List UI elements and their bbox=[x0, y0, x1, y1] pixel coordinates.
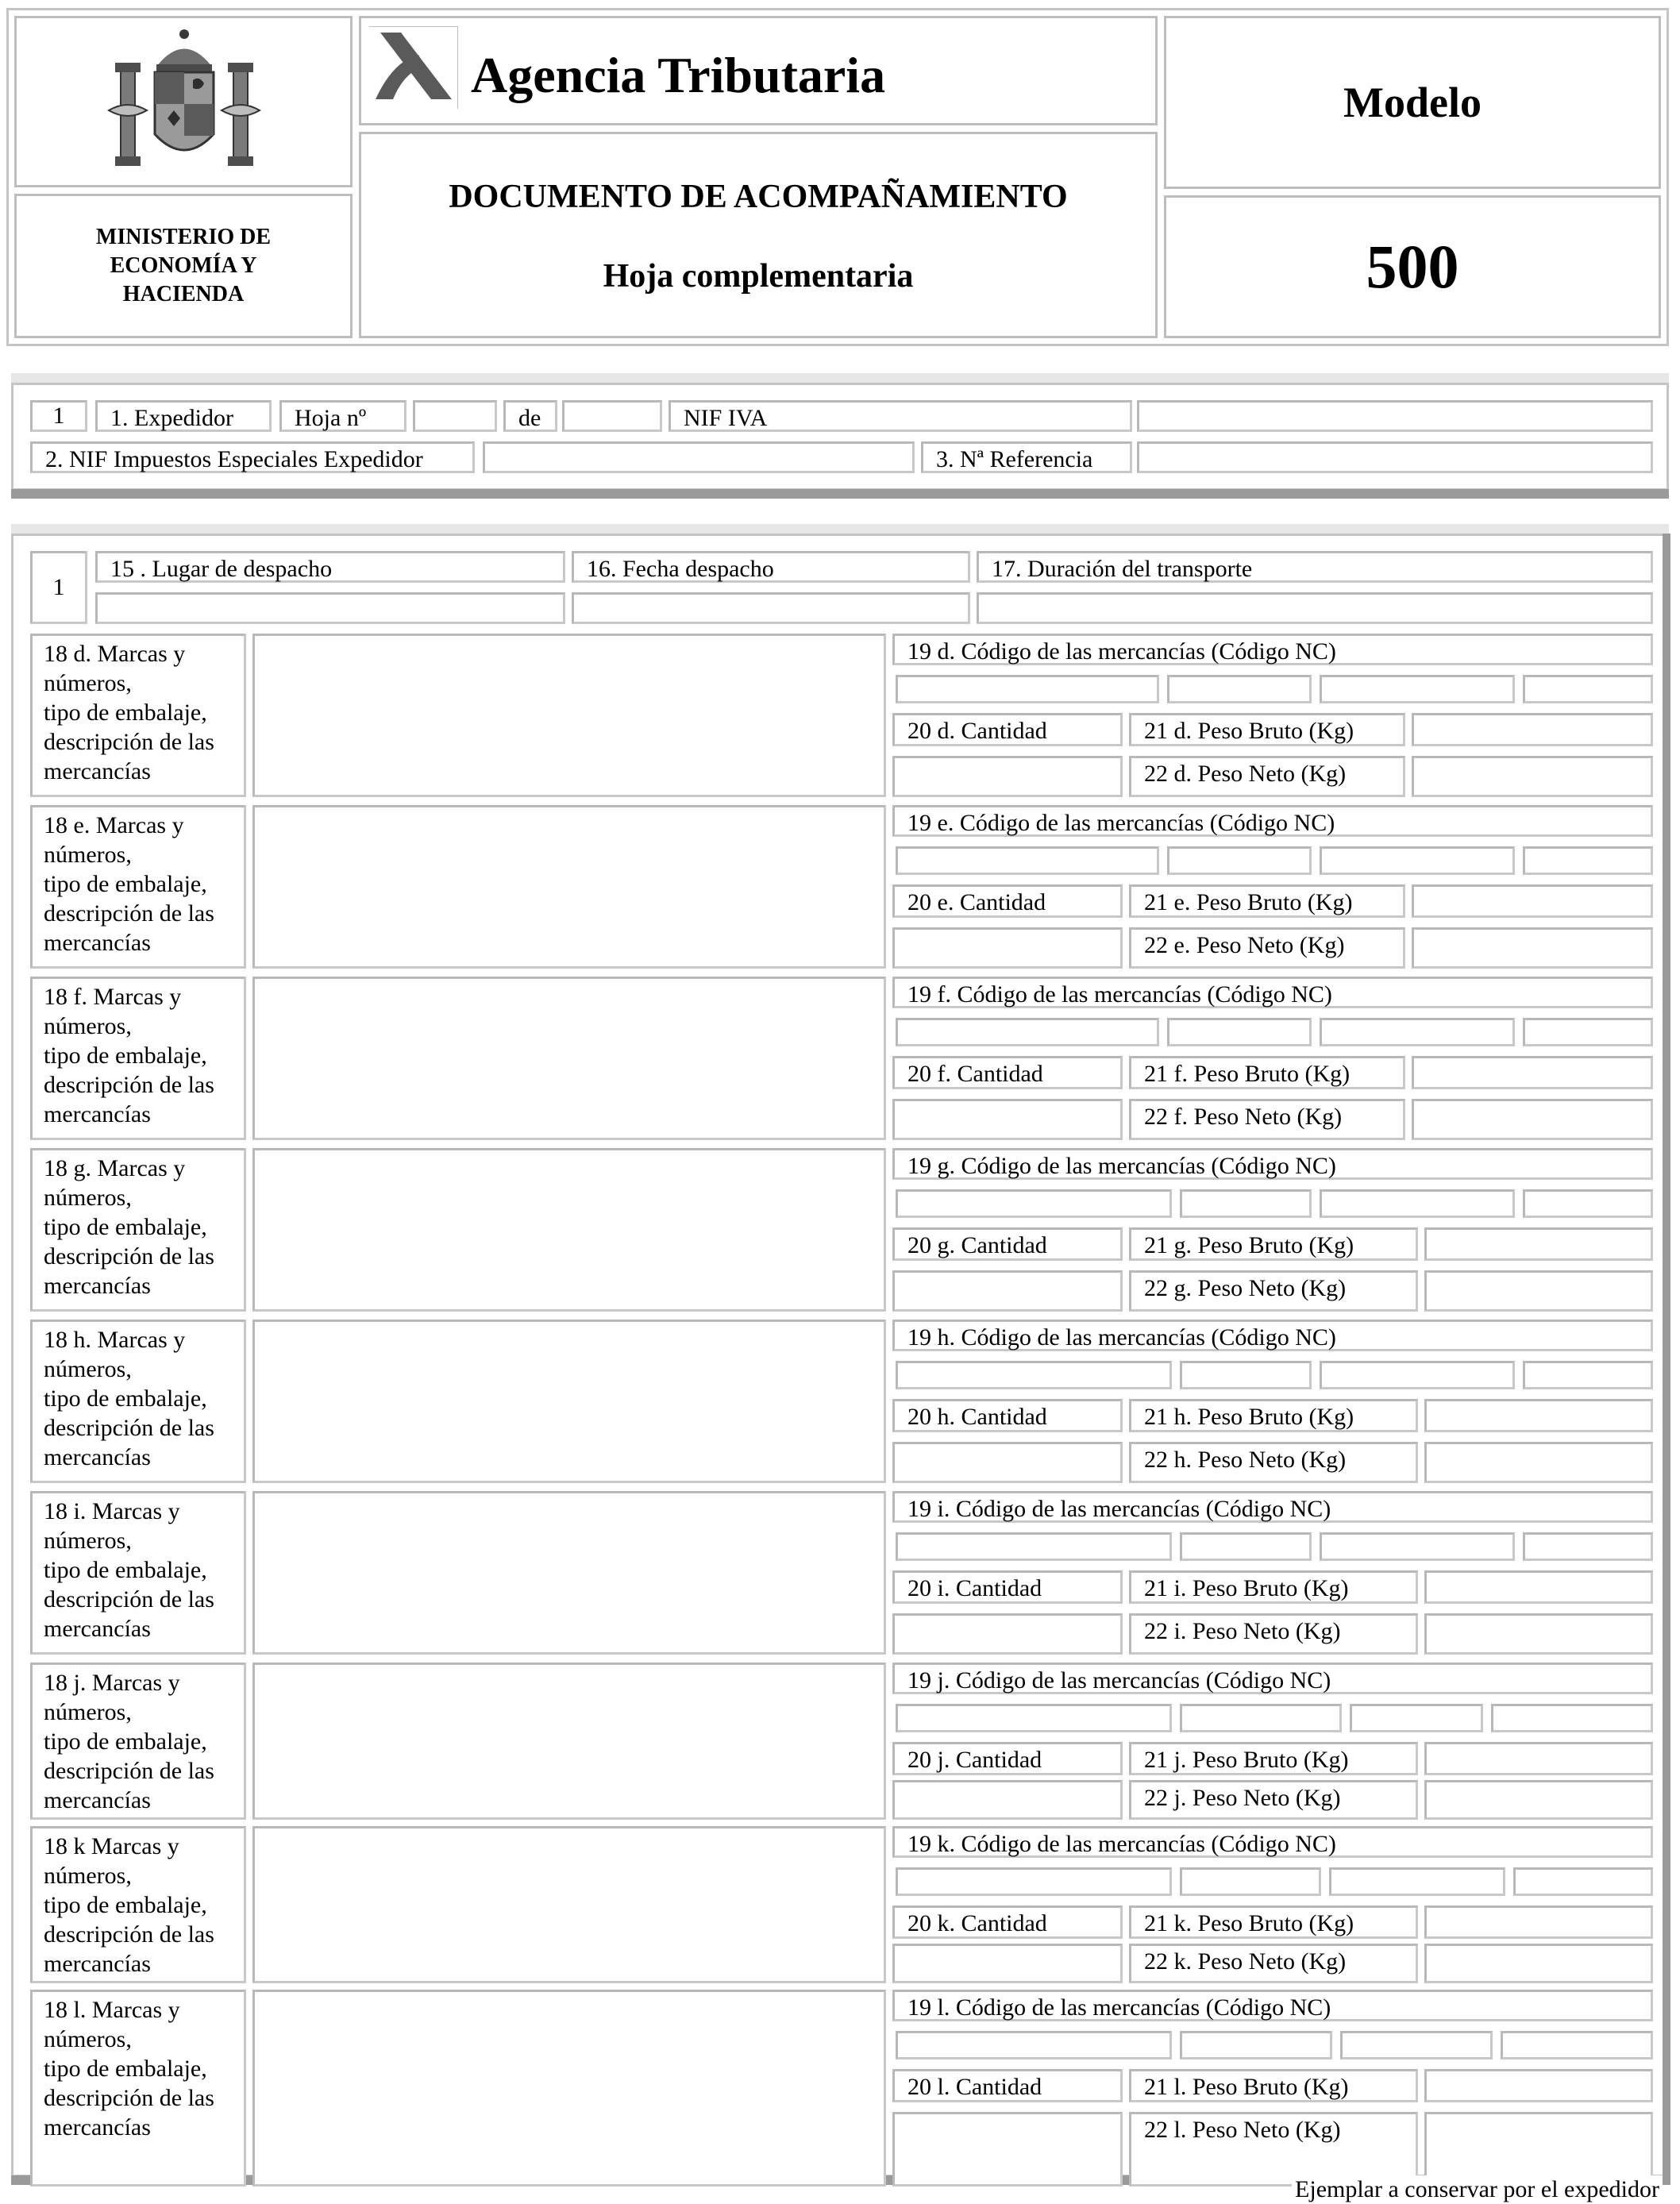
footer-note: Ejemplar a conservar por el expedidor bbox=[1292, 2175, 1663, 2204]
peso-neto-field[interactable] bbox=[1412, 1099, 1653, 1140]
marks-label-line: 18 i. Marcas y bbox=[44, 1498, 180, 1524]
marks-label-line: 18 j. Marcas y bbox=[44, 1670, 180, 1696]
peso-bruto-field[interactable] bbox=[1412, 1056, 1653, 1089]
codigo-nc-field[interactable] bbox=[1501, 2031, 1653, 2060]
referencia-label: 3. Nª Referencia bbox=[921, 441, 1132, 473]
codigo-nc-label: 19 d. Código de las mercancías (Código NC) bbox=[892, 634, 1653, 665]
peso-neto-label: 22 j. Peso Neto (Kg) bbox=[1129, 1780, 1418, 1820]
marks-label-line: descripción de las bbox=[44, 1072, 214, 1098]
codigo-nc-field[interactable] bbox=[1180, 1867, 1321, 1896]
document-title-box bbox=[359, 132, 1158, 338]
codigo-nc-field[interactable] bbox=[1513, 1867, 1653, 1896]
codigo-nc-field[interactable] bbox=[1180, 1532, 1312, 1561]
peso-bruto-label: 21 l. Peso Bruto (Kg) bbox=[1129, 2069, 1418, 2102]
peso-neto-field[interactable] bbox=[1412, 756, 1653, 797]
lugar-despacho-label: 15 . Lugar de despacho bbox=[95, 551, 565, 583]
marks-label-line: 18 k Marcas y bbox=[44, 1833, 179, 1859]
marks-label-line: números, bbox=[44, 2026, 132, 2052]
marks-field[interactable] bbox=[252, 1148, 886, 1312]
marks-label-line: mercancías bbox=[44, 1273, 151, 1299]
peso-bruto-field[interactable] bbox=[1424, 1227, 1653, 1261]
nif-impuestos-especiales-field[interactable] bbox=[483, 441, 915, 473]
codigo-nc-field[interactable] bbox=[1320, 1532, 1515, 1561]
marks-label-line: números, bbox=[44, 1863, 132, 1889]
peso-neto-label: 22 l. Peso Neto (Kg) bbox=[1129, 2112, 1418, 2187]
marks-label-line: 18 l. Marcas y bbox=[44, 1997, 180, 2023]
cantidad-label: 20 g. Cantidad bbox=[892, 1227, 1123, 1261]
cantidad-field[interactable] bbox=[892, 1099, 1123, 1140]
modelo-number: 500 bbox=[1366, 232, 1459, 301]
de-label: de bbox=[503, 400, 557, 432]
codigo-nc-field[interactable] bbox=[1523, 846, 1653, 875]
fecha-despacho-label: 16. Fecha despacho bbox=[572, 551, 970, 583]
marks-field[interactable] bbox=[252, 1990, 886, 2187]
peso-neto-label: 22 i. Peso Neto (Kg) bbox=[1129, 1613, 1418, 1655]
peso-neto-label: 22 f. Peso Neto (Kg) bbox=[1129, 1099, 1405, 1140]
marks-label-line: 18 g. Marcas y bbox=[44, 1155, 186, 1181]
cantidad-field[interactable] bbox=[892, 927, 1123, 969]
modelo-number-box bbox=[1164, 195, 1661, 338]
codigo-nc-field[interactable] bbox=[1320, 1018, 1515, 1046]
marks-label-line: mercancías bbox=[44, 1616, 151, 1642]
marks-label bbox=[30, 1491, 246, 1655]
codigo-nc-field[interactable] bbox=[1167, 1018, 1312, 1046]
codigo-nc-field[interactable] bbox=[1350, 1704, 1483, 1732]
peso-bruto-label: 21 f. Peso Bruto (Kg) bbox=[1129, 1056, 1405, 1089]
duracion-transporte-label: 17. Duración del transporte bbox=[977, 551, 1653, 583]
marks-label-line: números, bbox=[44, 1356, 132, 1382]
fecha-despacho-field[interactable] bbox=[572, 592, 970, 624]
marks-label-line: números, bbox=[44, 1185, 132, 1211]
codigo-nc-field[interactable] bbox=[1320, 846, 1515, 875]
nif-impuestos-especiales-label: 2. NIF Impuestos Especiales Expedidor bbox=[30, 441, 475, 473]
duracion-transporte-field[interactable] bbox=[977, 592, 1653, 624]
peso-neto-field[interactable] bbox=[1424, 1270, 1653, 1312]
peso-neto-field[interactable] bbox=[1424, 1944, 1653, 1983]
document-title: DOCUMENTO DE ACOMPAÑAMIENTO bbox=[449, 179, 1068, 215]
marks-label bbox=[30, 1148, 246, 1312]
peso-bruto-label: 21 h. Peso Bruto (Kg) bbox=[1129, 1399, 1418, 1432]
marks-label-line: descripción de las bbox=[44, 2085, 214, 2111]
peso-bruto-label: 21 i. Peso Bruto (Kg) bbox=[1129, 1570, 1418, 1604]
hoja-label: Hoja nº bbox=[279, 400, 407, 432]
peso-bruto-field[interactable] bbox=[1412, 713, 1653, 746]
hoja-number-field[interactable] bbox=[413, 400, 497, 432]
marks-label-line: tipo de embalaje, bbox=[44, 699, 207, 726]
codigo-nc-field[interactable] bbox=[896, 1361, 1172, 1389]
marks-label-line: mercancías bbox=[44, 1101, 151, 1127]
ministry-line-3: HACIENDA bbox=[122, 282, 245, 306]
marks-label-line: mercancías bbox=[44, 1951, 151, 1977]
peso-neto-label: 22 k. Peso Neto (Kg) bbox=[1129, 1944, 1418, 1983]
marks-label-line: mercancías bbox=[44, 2114, 151, 2140]
marks-label-line: números, bbox=[44, 1013, 132, 1039]
codigo-nc-field[interactable] bbox=[896, 675, 1159, 703]
cantidad-label: 20 i. Cantidad bbox=[892, 1570, 1123, 1604]
cantidad-label: 20 j. Cantidad bbox=[892, 1742, 1123, 1775]
peso-neto-label: 22 e. Peso Neto (Kg) bbox=[1129, 927, 1405, 969]
codigo-nc-field[interactable] bbox=[1329, 1867, 1505, 1896]
codigo-nc-field[interactable] bbox=[896, 1189, 1172, 1218]
marks-label bbox=[30, 977, 246, 1140]
codigo-nc-field[interactable] bbox=[1167, 675, 1312, 703]
ministry-box bbox=[14, 194, 353, 338]
nif-iva-field[interactable] bbox=[1137, 400, 1653, 432]
marks-field[interactable] bbox=[252, 1491, 886, 1655]
codigo-nc-field[interactable] bbox=[1320, 1189, 1515, 1218]
marks-label bbox=[30, 1320, 246, 1483]
marks-label-line: descripción de las bbox=[44, 1921, 214, 1948]
marks-label-line: tipo de embalaje, bbox=[44, 1557, 207, 1583]
coat-of-arms-icon bbox=[101, 23, 268, 182]
peso-bruto-label: 21 e. Peso Bruto (Kg) bbox=[1129, 884, 1405, 918]
codigo-nc-field[interactable] bbox=[896, 1867, 1172, 1896]
marks-label-line: números, bbox=[44, 842, 132, 868]
marks-field[interactable] bbox=[252, 805, 886, 969]
ministry-line-1: MINISTERIO DE bbox=[95, 225, 272, 249]
peso-bruto-field[interactable] bbox=[1424, 1570, 1653, 1604]
marks-label-line: 18 f. Marcas y bbox=[44, 984, 182, 1010]
peso-neto-label: 22 h. Peso Neto (Kg) bbox=[1129, 1442, 1418, 1483]
codigo-nc-field[interactable] bbox=[1320, 675, 1515, 703]
marks-label-line: números, bbox=[44, 1528, 132, 1554]
peso-bruto-field[interactable] bbox=[1424, 1905, 1653, 1939]
modelo-label: Modelo bbox=[1343, 79, 1482, 126]
marks-label-line: 18 e. Marcas y bbox=[44, 812, 184, 838]
codigo-nc-field[interactable] bbox=[1523, 1018, 1653, 1046]
peso-bruto-field[interactable] bbox=[1424, 1742, 1653, 1775]
marks-label-line: descripción de las bbox=[44, 1586, 214, 1613]
marks-label-line: tipo de embalaje, bbox=[44, 2056, 207, 2082]
peso-neto-label: 22 g. Peso Neto (Kg) bbox=[1129, 1270, 1418, 1312]
marks-label-line: descripción de las bbox=[44, 1243, 214, 1270]
codigo-nc-field[interactable] bbox=[1491, 1704, 1653, 1732]
marks-label-line: tipo de embalaje, bbox=[44, 1042, 207, 1069]
agency-box bbox=[359, 16, 1158, 125]
codigo-nc-field[interactable] bbox=[1167, 846, 1312, 875]
cantidad-label: 20 d. Cantidad bbox=[892, 713, 1123, 746]
codigo-nc-field[interactable] bbox=[1180, 1189, 1312, 1218]
expedidor-label: 1. Expedidor bbox=[95, 400, 272, 432]
codigo-nc-field[interactable] bbox=[1180, 2031, 1332, 2060]
marks-label bbox=[30, 805, 246, 969]
codigo-nc-field[interactable] bbox=[1320, 1361, 1515, 1389]
marks-label-line: números, bbox=[44, 670, 132, 696]
peso-neto-field[interactable] bbox=[1424, 1442, 1653, 1483]
codigo-nc-field[interactable] bbox=[1180, 1361, 1312, 1389]
peso-neto-field[interactable] bbox=[1412, 927, 1653, 969]
peso-bruto-label: 21 d. Peso Bruto (Kg) bbox=[1129, 713, 1405, 746]
cantidad-label: 20 e. Cantidad bbox=[892, 884, 1123, 918]
peso-bruto-field[interactable] bbox=[1424, 1399, 1653, 1432]
codigo-nc-label: 19 f. Código de las mercancías (Código NC) bbox=[892, 977, 1653, 1008]
marks-label-line: números, bbox=[44, 1699, 132, 1725]
cantidad-label: 20 l. Cantidad bbox=[892, 2069, 1123, 2102]
coat-of-arms-box bbox=[14, 16, 353, 187]
marks-field[interactable] bbox=[252, 977, 886, 1140]
expedidor-panel bbox=[11, 383, 1669, 491]
codigo-nc-field[interactable] bbox=[896, 846, 1159, 875]
codigo-nc-field[interactable] bbox=[896, 2031, 1172, 2060]
marks-label bbox=[30, 1663, 246, 1820]
cantidad-field[interactable] bbox=[892, 756, 1123, 797]
marks-label-line: tipo de embalaje, bbox=[44, 1385, 207, 1412]
codigo-nc-field[interactable] bbox=[896, 1704, 1172, 1732]
marks-label bbox=[30, 634, 246, 797]
cantidad-field[interactable] bbox=[892, 1944, 1123, 1983]
cantidad-field[interactable] bbox=[892, 1442, 1123, 1483]
codigo-nc-field[interactable] bbox=[1340, 2031, 1493, 2060]
codigo-nc-label: 19 k. Código de las mercancías (Código NC) bbox=[892, 1826, 1653, 1858]
codigo-nc-field[interactable] bbox=[1523, 1361, 1653, 1389]
marks-label bbox=[30, 1990, 246, 2187]
peso-neto-label: 22 d. Peso Neto (Kg) bbox=[1129, 756, 1405, 797]
marks-label-line: tipo de embalaje, bbox=[44, 871, 207, 897]
cantidad-label: 20 f. Cantidad bbox=[892, 1056, 1123, 1089]
peso-bruto-field[interactable] bbox=[1412, 884, 1653, 918]
marks-label-line: 18 d. Marcas y bbox=[44, 641, 186, 667]
marks-field[interactable] bbox=[252, 1826, 886, 1983]
hoja-total-field[interactable] bbox=[562, 400, 662, 432]
agency-name: Agencia Tributaria bbox=[471, 47, 886, 103]
peso-bruto-label: 21 j. Peso Bruto (Kg) bbox=[1129, 1742, 1418, 1775]
agency-logo-icon bbox=[369, 26, 458, 109]
marks-field[interactable] bbox=[252, 1320, 886, 1483]
peso-bruto-label: 21 k. Peso Bruto (Kg) bbox=[1129, 1905, 1418, 1939]
cantidad-field[interactable] bbox=[892, 1613, 1123, 1655]
nif-iva-label: NIF IVA bbox=[669, 400, 1132, 432]
copy-number: 1 bbox=[30, 400, 87, 432]
peso-neto-field[interactable] bbox=[1424, 1780, 1653, 1820]
marks-label-line: tipo de embalaje, bbox=[44, 1214, 207, 1240]
peso-neto-field[interactable] bbox=[1424, 1613, 1653, 1655]
marks-label-line: descripción de las bbox=[44, 1415, 214, 1441]
codigo-nc-label: 19 i. Código de las mercancías (Código NC) bbox=[892, 1491, 1653, 1523]
marks-label-line: descripción de las bbox=[44, 1758, 214, 1784]
marks-label-line: tipo de embalaje, bbox=[44, 1892, 207, 1918]
marks-label bbox=[30, 1826, 246, 1983]
codigo-nc-label: 19 e. Código de las mercancías (Código NC) bbox=[892, 805, 1653, 837]
marks-label-line: tipo de embalaje, bbox=[44, 1728, 207, 1755]
marks-field[interactable] bbox=[252, 1663, 886, 1820]
marks-label-line: mercancías bbox=[44, 758, 151, 784]
referencia-field[interactable] bbox=[1137, 441, 1653, 473]
cantidad-field[interactable] bbox=[892, 1780, 1123, 1820]
codigo-nc-label: 19 j. Código de las mercancías (Código NC) bbox=[892, 1663, 1653, 1694]
peso-bruto-label: 21 g. Peso Bruto (Kg) bbox=[1129, 1227, 1418, 1261]
lugar-despacho-field[interactable] bbox=[95, 592, 565, 624]
codigo-nc-label: 19 g. Código de las mercancías (Código NC) bbox=[892, 1148, 1653, 1180]
peso-bruto-field[interactable] bbox=[1424, 2069, 1653, 2102]
marks-label-line: descripción de las bbox=[44, 900, 214, 927]
cantidad-label: 20 h. Cantidad bbox=[892, 1399, 1123, 1432]
codigo-nc-label: 19 l. Código de las mercancías (Código NC) bbox=[892, 1990, 1653, 2021]
codigo-nc-field[interactable] bbox=[1523, 1532, 1653, 1561]
codigo-nc-field[interactable] bbox=[1523, 675, 1653, 703]
marks-field[interactable] bbox=[252, 634, 886, 797]
copy-number-2: 1 bbox=[30, 551, 87, 624]
modelo-label-box bbox=[1164, 16, 1661, 189]
codigo-nc-field[interactable] bbox=[896, 1018, 1159, 1046]
marks-label-line: 18 h. Marcas y bbox=[44, 1327, 186, 1353]
codigo-nc-label: 19 h. Código de las mercancías (Código NC) bbox=[892, 1320, 1653, 1351]
marks-label-line: mercancías bbox=[44, 1444, 151, 1470]
codigo-nc-field[interactable] bbox=[1180, 1704, 1342, 1732]
ministry-line-2: ECONOMÍA Y bbox=[110, 253, 257, 278]
codigo-nc-field[interactable] bbox=[896, 1532, 1172, 1561]
cantidad-field[interactable] bbox=[892, 2112, 1123, 2187]
marks-label-line: mercancías bbox=[44, 1787, 151, 1813]
cantidad-label: 20 k. Cantidad bbox=[892, 1905, 1123, 1939]
document-subtitle: Hoja complementaria bbox=[603, 258, 914, 295]
codigo-nc-field[interactable] bbox=[1523, 1189, 1653, 1218]
cantidad-field[interactable] bbox=[892, 1270, 1123, 1312]
marks-label-line: descripción de las bbox=[44, 729, 214, 755]
marks-label-line: mercancías bbox=[44, 930, 151, 956]
